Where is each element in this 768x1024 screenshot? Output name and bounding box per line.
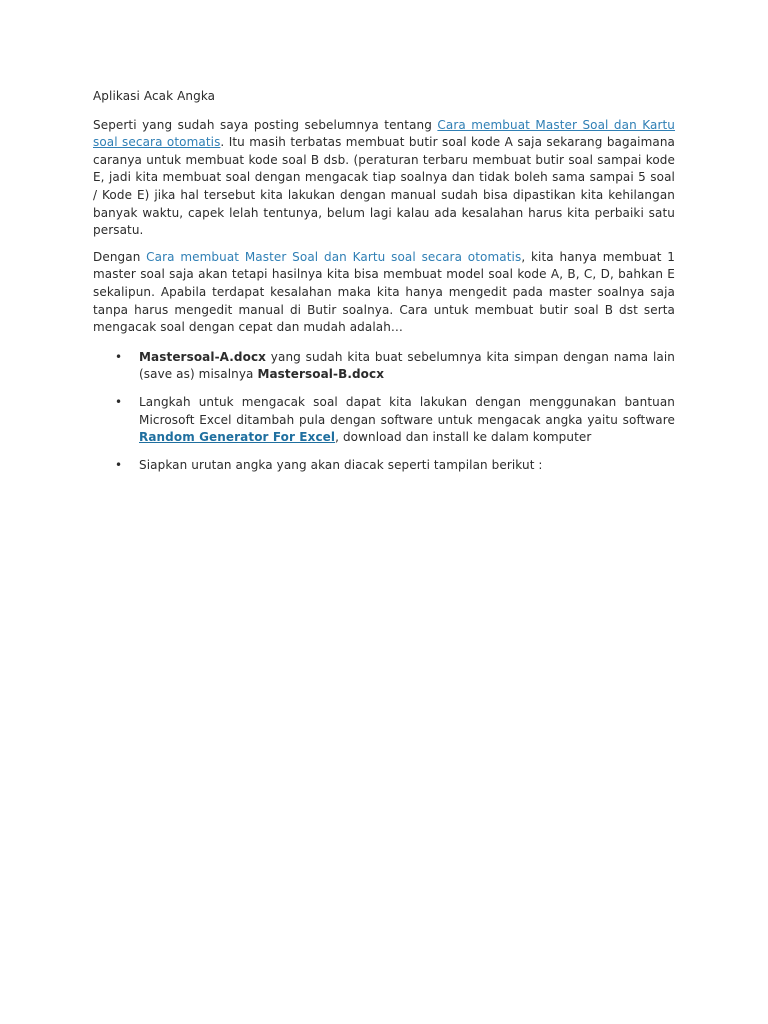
- paragraph-text: Dengan: [93, 249, 147, 264]
- paragraph-text: Seperti yang sudah saya posting sebelumnya tentang: [93, 117, 438, 132]
- random-generator-link[interactable]: Random Generator For Excel: [139, 430, 336, 445]
- list-item: [93, 457, 675, 475]
- filename-a: Mastersoal-A.docx: [139, 349, 267, 364]
- paragraph-text: . Itu masih terbatas membuat butir soal kode A saja sekarang bagaimana caranya untuk membuat kode soal B dsb. (peraturan terbaru membuat butir soal sampai kode E, jadi kita membuat soal dengan mengacak tiap soalnya dan tidak boleh sama sampai 5 soal / Kode E) jika hal tersebut kita lakukan dengan manual sudah bisa dipastikan kita kehilangan banyak waktu, capek lelah tentunya, belum lagi kalau ada kesalahan harus kita perbaiki satu persatu.: [93, 135, 675, 238]
- document-page: [93, 88, 675, 484]
- bullet-icon: •: [115, 349, 123, 364]
- list-item-text: Siapkan urutan angka yang akan diacak seperti tampilan berikut :: [139, 457, 543, 472]
- paragraph-method: [93, 249, 675, 337]
- paragraph-intro: [93, 117, 675, 240]
- list-item: [93, 394, 675, 447]
- list-item-text: yang sudah kita buat sebelumnya kita simpan dengan nama lain (save as) misalnya: [139, 349, 675, 382]
- list-item-text: Langkah untuk mengacak soal dapat kita lakukan dengan menggunakan bantuan Microsoft Excel ditambah pula dengan software untuk mengacak angka yaitu software: [139, 394, 675, 427]
- bullet-icon: •: [115, 457, 123, 472]
- steps-list: [93, 349, 675, 475]
- list-item-text: , download dan install ke dalam komputer: [335, 430, 592, 445]
- paragraph-text: , kita hanya membuat 1 master soal saja akan tetapi hasilnya kita bisa membuat model soal kode A, B, C, D, bahkan E sekalipun. Apabila terdapat kesalahan maka kita hanya mengedit pada master soalnya saja tanpa harus mengedit manual di Butir soalnya. Cara untuk membuat butir soal B dst serta mengacak soal dengan cepat dan mudah adalah…: [93, 249, 676, 335]
- document-title: Aplikasi Acak Angka: [93, 89, 216, 103]
- master-soal-link-2[interactable]: Cara membuat Master Soal dan Kartu soal secara otomatis: [146, 249, 522, 264]
- bullet-icon: •: [115, 394, 123, 409]
- master-soal-link[interactable]: Cara membuat Master Soal dan Kartu soal secara otomatis: [93, 117, 676, 150]
- filename-b: Mastersoal-B.docx: [257, 367, 385, 382]
- list-item: [93, 349, 675, 384]
